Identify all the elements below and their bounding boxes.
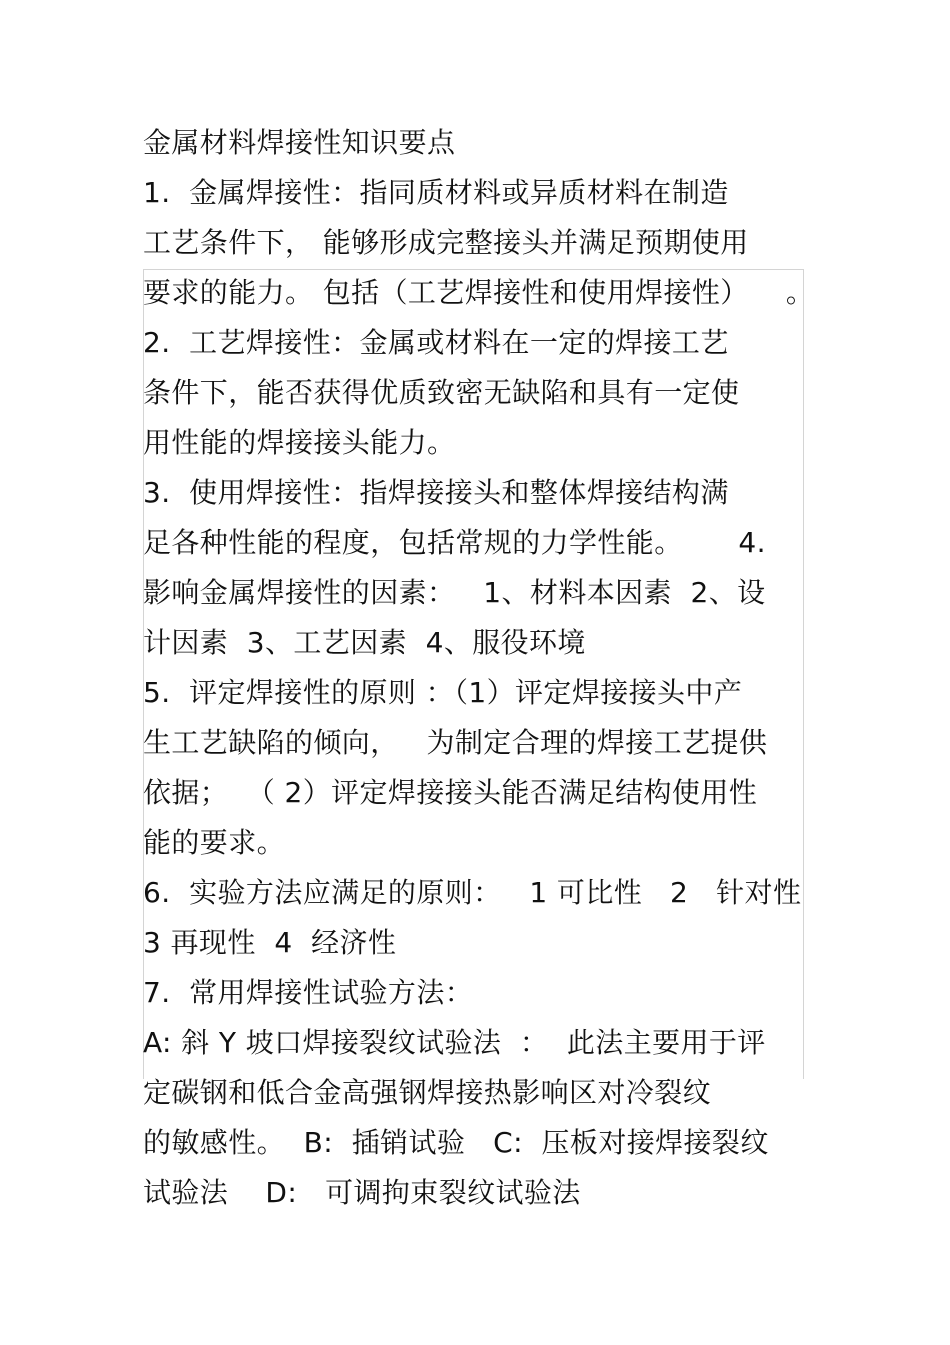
text-line: 计因素 3、工艺因素 4、服役环境 bbox=[143, 626, 586, 659]
text-line: 生工艺缺陷的倾向， 为制定合理的焊接工艺提供 bbox=[143, 726, 768, 759]
text-line: 1. 金属焊接性：指同质材料或异质材料在制造 bbox=[143, 176, 729, 209]
text-line: 2. 工艺焊接性：金属或材料在一定的焊接工艺 bbox=[143, 326, 729, 359]
text-line: 3. 使用焊接性：指焊接接头和整体焊接结构满 bbox=[143, 476, 729, 509]
document-title: 金属材料焊接性知识要点 bbox=[143, 126, 456, 159]
text-line: 用性能的焊接接头能力。 bbox=[143, 426, 456, 459]
text-line: 的敏感性。 B: 插销试验 C: 压板对接焊接裂纹 bbox=[143, 1126, 769, 1159]
text-line: 定碳钢和低合金高强钢焊接热影响区对冷裂纹 bbox=[143, 1076, 712, 1109]
text-line: 影响金属焊接性的因素： 1、材料本因素 2、设 bbox=[143, 576, 766, 609]
text-line: 3 再现性 4 经济性 bbox=[143, 926, 397, 959]
text-line: 5. 评定焊接性的原则 ：（1）评定焊接接头中产 bbox=[143, 676, 743, 709]
text-line: A: 斜 Y 坡口焊接裂纹试验法 ： 此法主要用于评 bbox=[143, 1026, 766, 1059]
text-line: 试验法 D: 可调拘束裂纹试验法 bbox=[143, 1176, 581, 1209]
text-line: 能的要求。 bbox=[143, 826, 286, 859]
text-line: 条件下，能否获得优质致密无缺陷和具有一定使 bbox=[143, 376, 740, 409]
text-line: 要求的能力。 包括（工艺焊接性和使用焊接性） 。 bbox=[143, 276, 815, 309]
text-line: 6. 实验方法应满足的原则： 1 可比性 2 针对性 bbox=[143, 876, 802, 909]
text-line: 工艺条件下， 能够形成完整接头并满足预期使用 bbox=[143, 226, 749, 259]
text-line: 依据； （ 2）评定焊接接头能否满足结构使用性 bbox=[143, 776, 758, 809]
frame-right-border bbox=[803, 269, 804, 1079]
text-line: 7. 常用焊接性试验方法： bbox=[143, 976, 474, 1009]
text-line: 足各种性能的程度，包括常规的力学性能。 4. bbox=[143, 526, 766, 559]
